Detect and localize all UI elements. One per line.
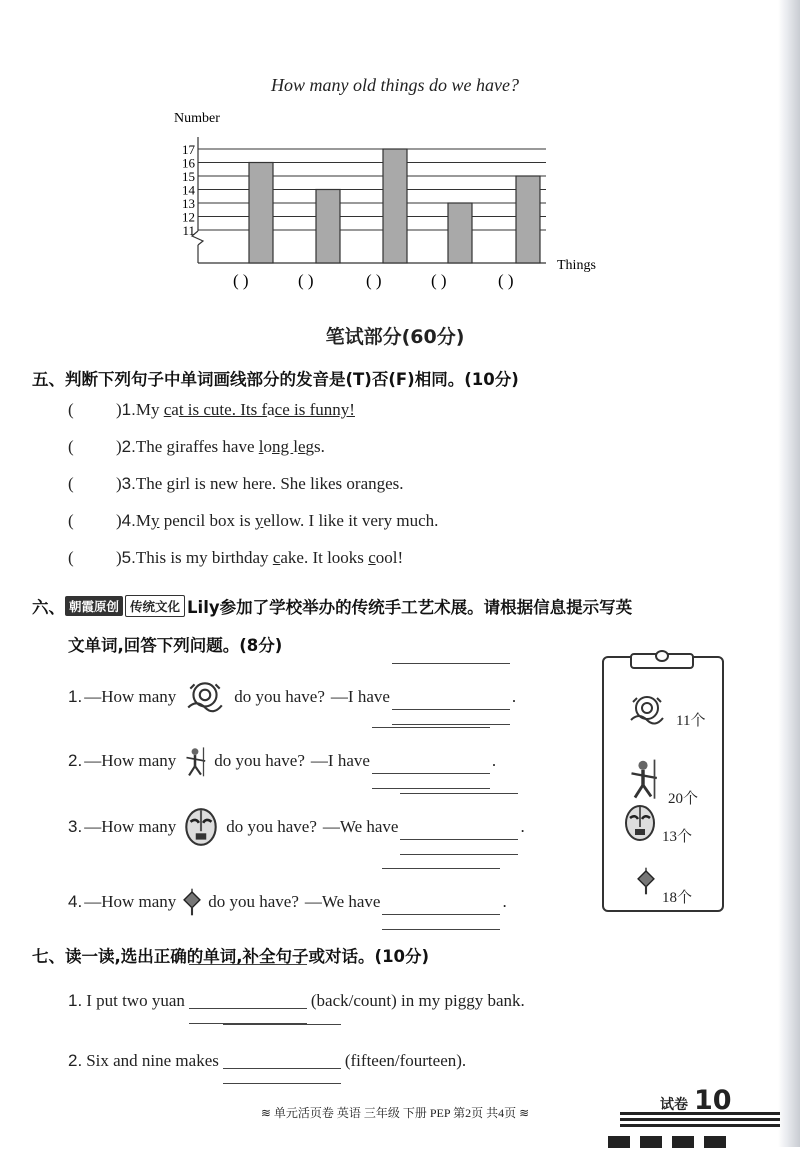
writing-line-bottom — [372, 788, 490, 789]
question-after: do you have? — [214, 751, 305, 770]
category-blank: ( ) — [233, 271, 249, 290]
answer-bracket-open[interactable]: ( — [68, 511, 74, 530]
writing-line-bottom — [392, 724, 510, 725]
y-tick-label: 11 — [182, 223, 195, 238]
writing-line-top — [392, 663, 510, 664]
judgment-item — [68, 474, 404, 494]
chinese-knot-icon — [632, 855, 660, 907]
writing-line-bottom — [400, 854, 518, 855]
question-after: do you have? — [226, 817, 317, 836]
answer-writing-lines[interactable] — [223, 1048, 341, 1066]
clipboard-count: 20个 — [668, 791, 699, 807]
chinese-knot-icon — [178, 876, 206, 928]
sentence-text: gs. — [305, 437, 325, 456]
monkey-king-icon — [620, 748, 666, 808]
y-tick-label: 13 — [182, 196, 195, 211]
answer-bracket-close: ) — [116, 474, 122, 493]
sentence-text: l — [293, 437, 298, 456]
underlined-letters: ng — [271, 437, 294, 456]
question-row — [68, 806, 525, 848]
part6-heading-line2: 文单词,回答下列问题。(8分) — [68, 636, 283, 655]
item-number: 2. — [121, 437, 136, 456]
sentence-after: (back/count) in my piggy bank. — [310, 991, 525, 1010]
question-number: 4. — [68, 892, 83, 911]
question-number: 3. — [68, 817, 83, 836]
item-number: 3. — [121, 474, 136, 493]
writing-line-base — [400, 839, 518, 840]
clipboard-count: 13个 — [662, 829, 693, 845]
page-mark-number: 10 — [694, 1085, 732, 1116]
clipboard-item — [618, 690, 718, 730]
answer-writing-lines[interactable] — [189, 988, 307, 1006]
answer-bracket-close: ) — [116, 511, 122, 530]
sentence-text: pencil box is — [159, 511, 255, 530]
question-row — [68, 676, 516, 718]
bar — [383, 149, 407, 263]
answer-prefix: —I have — [310, 751, 370, 770]
answer-prefix: —We have — [304, 892, 381, 911]
writing-line-top — [382, 868, 500, 869]
sentence-text: M — [135, 511, 151, 530]
writing-line-top — [223, 1024, 341, 1025]
category-blank: ( ) — [298, 271, 314, 290]
underlined-letters: l — [258, 437, 264, 456]
sentence-end: . — [511, 687, 517, 706]
answer-bracket-close: ) — [116, 400, 122, 419]
sentence-text: a — [267, 400, 275, 419]
category-blank: ( ) — [431, 271, 447, 290]
paper-cut-icon — [620, 690, 674, 730]
sentence-text: My — [135, 400, 164, 419]
part7-heading: 七、读一读,选出正确的单词,补全句子或对话。(10分) — [32, 947, 430, 966]
sentence-text: o — [263, 437, 272, 456]
judgment-item — [68, 511, 438, 531]
writing-line-base — [223, 1068, 341, 1069]
category-blank: ( ) — [498, 271, 514, 290]
answer-prefix: —We have — [322, 817, 399, 836]
question-number: 1. — [68, 687, 83, 706]
question-number: 2. — [68, 751, 83, 770]
part6-number: 六、 — [32, 598, 65, 617]
sentence-before: Six and nine makes — [86, 1051, 219, 1070]
question-ask: —How many — [84, 751, 177, 770]
underlined-letters: g — [166, 474, 176, 493]
question-ask: —How many — [84, 892, 177, 911]
sentence-text: The giraffes have — [135, 437, 259, 456]
judgment-item — [68, 400, 355, 420]
underlined-letters: y — [150, 511, 160, 530]
sentence-text: ellow. I like it very much. — [263, 511, 439, 530]
chart-bars — [249, 149, 540, 263]
answer-bracket-open[interactable]: ( — [68, 474, 74, 493]
y-tick-label: 17 — [182, 142, 195, 157]
answer-bracket-close: ) — [116, 437, 122, 456]
sentence-after: (fifteen/fourteen). — [344, 1051, 467, 1070]
item-number: 5. — [121, 548, 136, 567]
writing-line-base — [382, 914, 500, 915]
item-number: 4. — [121, 511, 136, 530]
page-mark — [620, 1085, 780, 1120]
bar — [448, 203, 472, 263]
answer-prefix: —I have — [330, 687, 390, 706]
writing-line-top — [400, 793, 518, 794]
clipboard-count: 18个 — [662, 890, 693, 906]
opera-mask-icon — [178, 806, 224, 848]
writing-line-base — [189, 1008, 307, 1009]
underlined-letters: y — [254, 511, 264, 530]
question-row — [68, 876, 507, 928]
answer-bracket-close: ) — [116, 548, 122, 567]
bar-chart — [150, 105, 630, 305]
sentence-end: . — [520, 817, 525, 836]
judgment-item — [68, 548, 403, 568]
y-tick-label: 12 — [182, 209, 195, 225]
bar — [316, 190, 340, 264]
bottom-edge-marks — [608, 1135, 748, 1147]
clipboard-item — [618, 855, 718, 907]
y-tick-label: 14 — [182, 182, 195, 198]
writing-line-bottom — [223, 1083, 341, 1084]
answer-bracket-open[interactable]: ( — [68, 437, 74, 456]
page-edge-shadow — [778, 0, 800, 1147]
sentence-before: I put two yuan — [86, 991, 185, 1010]
clipboard-clip-hole — [655, 650, 669, 662]
answer-writing-lines[interactable] — [372, 751, 490, 771]
written-section-title: 笔试部分(60分) — [325, 326, 465, 348]
fill-blank-item — [68, 1048, 466, 1071]
part6-heading — [32, 594, 632, 618]
underlined-letters: ce is funny! — [274, 400, 355, 419]
writing-line-base — [372, 773, 490, 774]
judgment-item — [68, 437, 325, 457]
y-tick-label: 16 — [182, 155, 195, 171]
clipboard-item — [618, 800, 718, 846]
y-tick-label: 15 — [182, 169, 195, 184]
opera-mask-icon — [620, 800, 660, 846]
question-after: do you have? — [234, 687, 325, 706]
item-number: 1. — [121, 400, 136, 419]
clipboard-count: 11个 — [676, 713, 706, 729]
y-axis-label: Number — [174, 111, 220, 126]
answer-writing-lines[interactable] — [400, 817, 518, 837]
question-row — [68, 740, 496, 782]
paper-cut-icon — [178, 676, 232, 718]
bar — [516, 176, 540, 263]
sentence-text: irl is new here. She likes oran — [175, 474, 377, 493]
question-after: do you have? — [208, 892, 299, 911]
traditional-culture-tag: 传统文化 — [125, 595, 185, 617]
question-ask: —How many — [84, 687, 177, 706]
underlined-letters: t is cute. Its f — [178, 400, 268, 419]
answer-writing-lines[interactable] — [382, 892, 500, 912]
sentence-end: . — [502, 892, 507, 911]
writing-line-base — [392, 709, 510, 710]
question-ask: —How many — [84, 817, 177, 836]
chart-grid — [192, 137, 546, 263]
sentence-text: ool! — [375, 548, 404, 567]
clipboard-item — [618, 748, 718, 808]
underlined-letters: g — [376, 474, 386, 493]
underlined-letters: c — [272, 548, 281, 567]
page-mark-label: 试卷 — [660, 1097, 688, 1113]
sentence-text: a — [171, 400, 179, 419]
answer-writing-lines[interactable] — [392, 687, 510, 707]
part6-heading-text: Lily参加了学校举办的传统手工艺术展。请根据信息提示写英 — [187, 598, 633, 617]
item-number: 2. — [68, 1051, 83, 1070]
underlined-letters: c — [163, 400, 172, 419]
sentence-text: This is my birthday — [135, 548, 273, 567]
part5-heading: 五、判断下列句子中单词画线部分的发音是(T)否(F)相同。(10分) — [32, 370, 519, 389]
answer-bracket-open[interactable]: ( — [68, 548, 74, 567]
sentence-text: es. — [385, 474, 404, 493]
sentence-end: . — [491, 751, 497, 770]
x-axis-label: Things — [557, 258, 596, 273]
bar — [249, 163, 273, 264]
underlined-letters: e — [297, 437, 306, 456]
monkey-king-icon — [178, 740, 212, 782]
sentence-text: The — [135, 474, 167, 493]
chart-title: How many old things do we have? — [271, 75, 519, 95]
writing-line-top — [372, 727, 490, 728]
footer-text: ≋ 单元活页卷 英语 三年级 下册 PEP 第2页 共4页 ≋ — [260, 1106, 530, 1120]
category-blank: ( ) — [366, 271, 382, 290]
answer-bracket-open[interactable]: ( — [68, 400, 74, 419]
underlined-letters: c — [368, 548, 376, 567]
writing-line-top — [189, 964, 307, 965]
item-number: 1. — [68, 991, 83, 1010]
original-tag: 朝霞原创 — [65, 596, 123, 616]
fill-blank-item — [68, 988, 525, 1011]
writing-line-bottom — [382, 929, 500, 930]
sentence-text: ake. It looks — [280, 548, 369, 567]
